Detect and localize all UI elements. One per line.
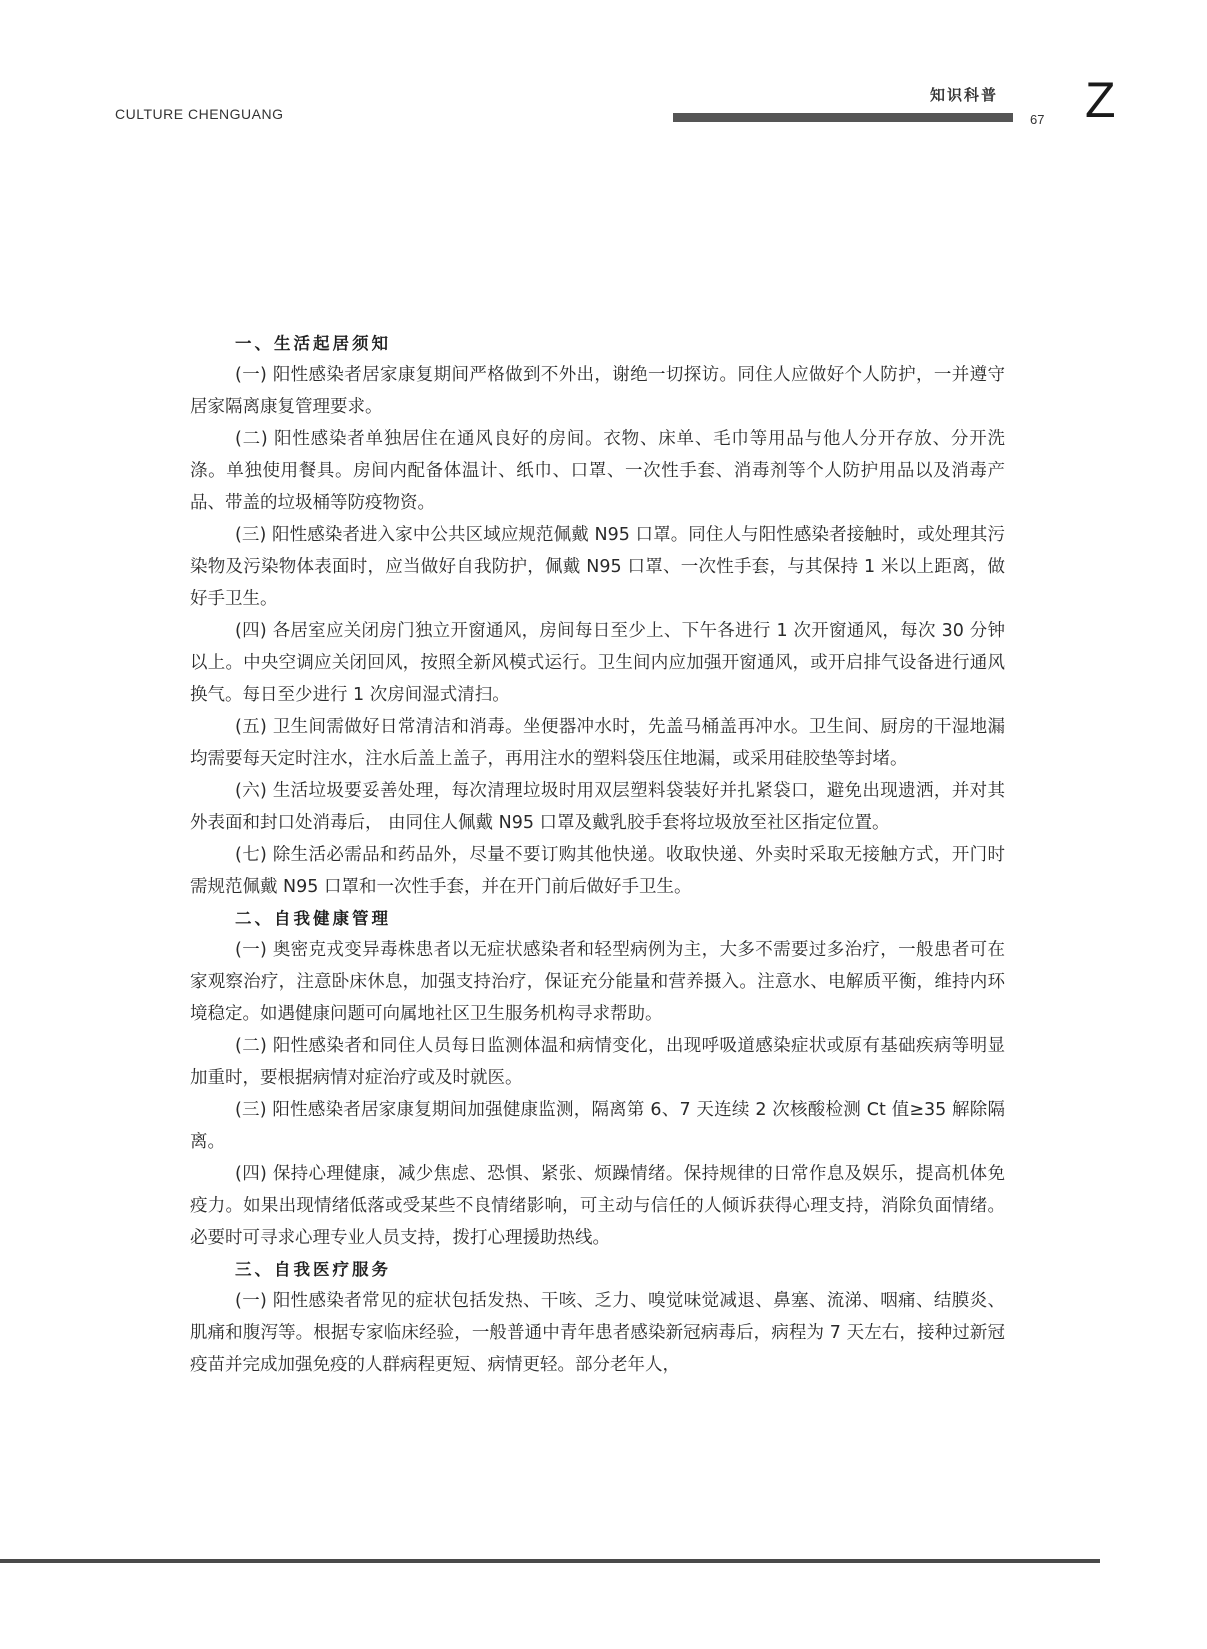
- article-body: [190, 328, 1005, 1381]
- section-heading: 一、生活起居须知: [235, 334, 391, 353]
- paragraph: (三) 阳性感染者进入家中公共区域应规范佩戴 N95 口罩。同住人与阳性感染者接触时，或处理其污染物及污染物体表面时，应当做好自我防护，佩戴 N95 口罩、一次性手套，与其保持 1 米以上距离，做好手卫生。: [190, 525, 1005, 609]
- paragraph: (七) 除生活必需品和药品外，尽量不要订购其他快递。收取快递、外卖时采取无接触方式，开门时需规范佩戴 N95 口罩和一次性手套，并在开门前后做好手卫生。: [190, 845, 1005, 897]
- paragraph: (五) 卫生间需做好日常清洁和消毒。坐便器冲水时，先盖马桶盖再冲水。卫生间、厨房的干湿地漏均需要每天定时注水，注水后盖上盖子，再用注水的塑料袋压住地漏，或采用硅胶垫等封堵。: [190, 717, 1005, 769]
- paragraph: (二) 阳性感染者和同住人员每日监测体温和病情变化，出现呼吸道感染症状或原有基础疾病等明显加重时，要根据病情对症治疗或及时就医。: [190, 1036, 1005, 1088]
- paragraph: (一) 阳性感染者居家康复期间严格做到不外出，谢绝一切探访。同住人应做好个人防护，一并遵守居家隔离康复管理要求。: [190, 365, 1005, 417]
- section-heading: 二、自我健康管理: [235, 909, 391, 928]
- paragraph: (一) 阳性感染者常见的症状包括发热、干咳、乏力、嗅觉味觉减退、鼻塞、流涕、咽痛、结膜炎、肌痛和腹泻等。根据专家临床经验，一般普通中青年患者感染新冠病毒后，病程为 7 天左右，接种过新冠疫苗并完成加强免疫的人群病程更短、病情更轻。部分老年人，: [190, 1291, 1005, 1375]
- paragraph: (二) 阳性感染者单独居住在通风良好的房间。衣物、床单、毛巾等用品与他人分开存放、分开洗涤。单独使用餐具。房间内配备体温计、纸巾、口罩、一次性手套、消毒剂等个人防护用品以及消毒产品、带盖的垃圾桶等防疫物资。: [190, 429, 1005, 513]
- paragraph: (六) 生活垃圾要妥善处理，每次清理垃圾时用双层塑料袋装好并扎紧袋口，避免出现遗洒，并对其外表面和封口处消毒后， 由同住人佩戴 N95 口罩及戴乳胶手套将垃圾放至社区指定位置。: [190, 781, 1005, 833]
- footer-bar: [0, 1559, 1100, 1563]
- paragraph: (四) 保持心理健康，减少焦虑、恐惧、紧张、烦躁情绪。保持规律的日常作息及娱乐，提高机体免疫力。如果出现情绪低落或受某些不良情绪影响，可主动与信任的人倾诉获得心理支持，消除负面情绪。必要时可寻求心理专业人员支持，拨打心理援助热线。: [190, 1164, 1005, 1248]
- paragraph: (四) 各居室应关闭房门独立开窗通风，房间每日至少上、下午各进行 1 次开窗通风，每次 30 分钟以上。中央空调应关闭回风，按照全新风模式运行。卫生间内应加强开窗通风，或开启排气设备进行通风换气。每日至少进行 1 次房间湿式清扫。: [190, 621, 1005, 705]
- section-heading: 三、自我医疗服务: [235, 1260, 391, 1279]
- page-number: 67: [1030, 112, 1045, 127]
- header-bar: [673, 113, 1013, 122]
- paragraph: (一) 奥密克戎变异毒株患者以无症状感染者和轻型病例为主，大多不需要过多治疗，一般患者可在家观察治疗，注意卧床休息，加强支持治疗，保证充分能量和营养摄入。注意水、电解质平衡，维持内环境稳定。如遇健康问题可向属地社区卫生服务机构寻求帮助。: [190, 940, 1005, 1024]
- section-title: 知识科普: [930, 86, 999, 104]
- section-letter: Z: [1085, 72, 1116, 128]
- paragraph: (三) 阳性感染者居家康复期间加强健康监测，隔离第 6、7 天连续 2 次核酸检测 Ct 值≥35 解除隔离。: [190, 1100, 1005, 1152]
- magazine-name: CULTURE CHENGUANG: [115, 106, 284, 122]
